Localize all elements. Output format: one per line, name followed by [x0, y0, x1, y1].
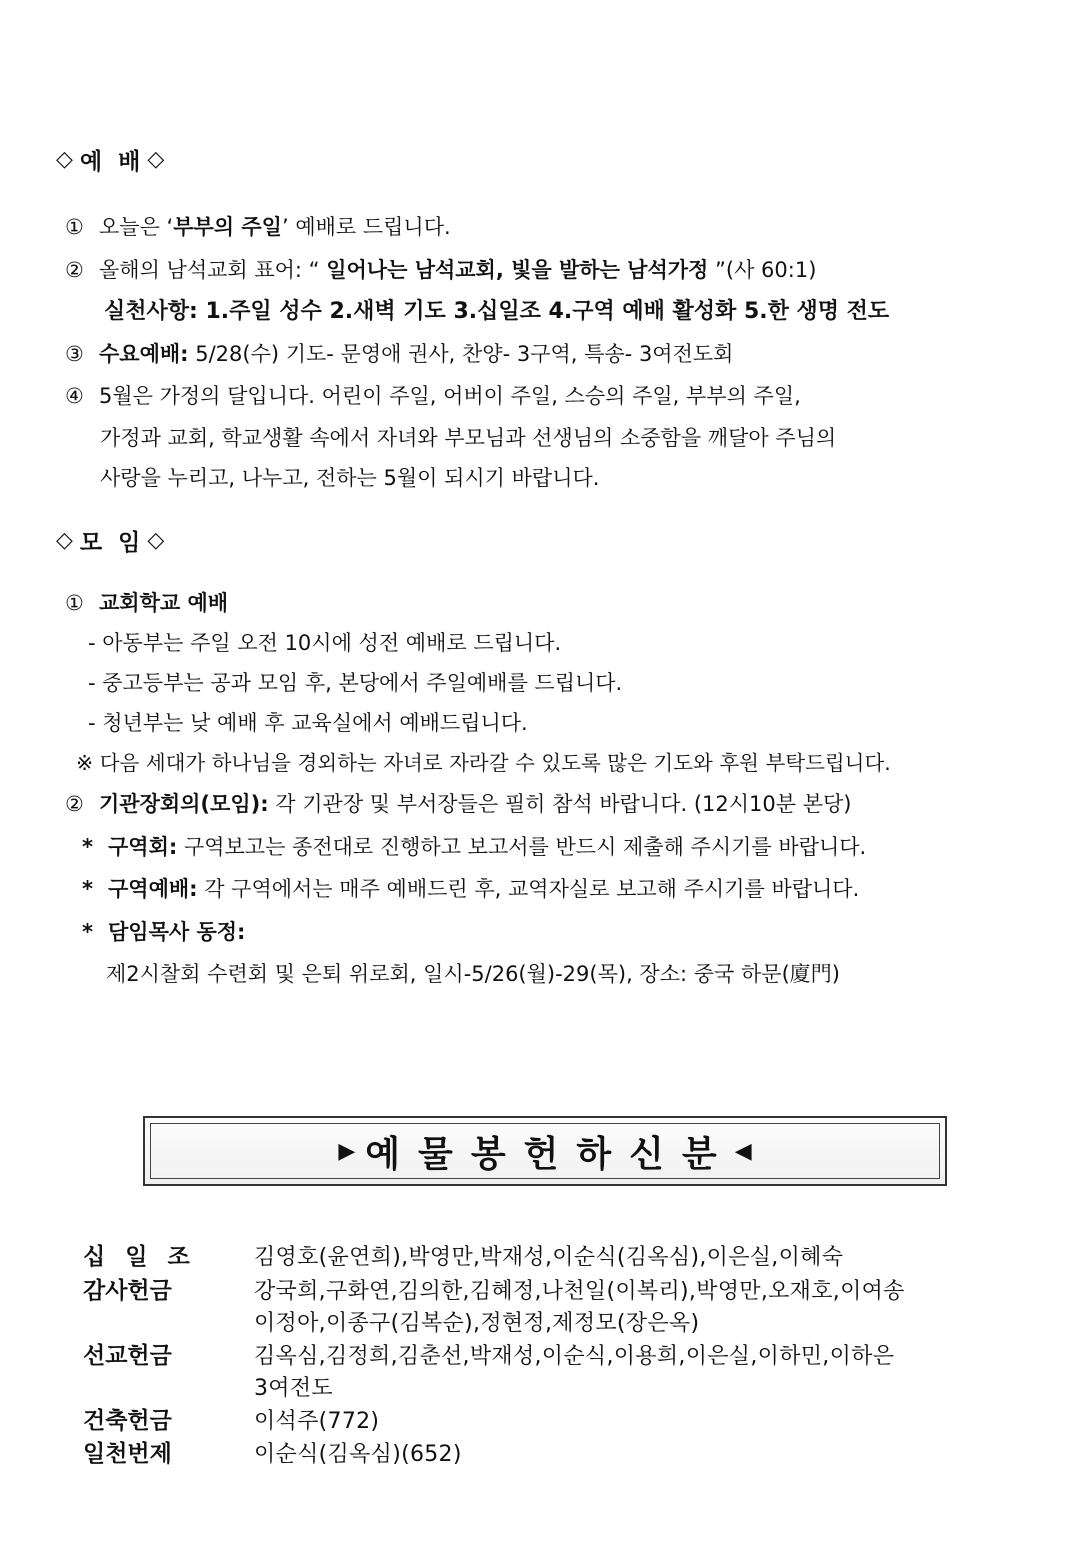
worship-item-4-line2: 가정과 교회, 학교생활 속에서 자녀와 부모님과 선생님의 소중함을 깨달아 주님의 — [100, 426, 837, 450]
diamond-icon: ◇ — [147, 147, 166, 172]
worship-item-2-practice: 실천사항: 1.주일 성수 2.새벽 기도 3.십일조 4.구역 예배 활성화 5.한 생명 전도 — [104, 299, 890, 324]
worship-heading — [50, 143, 171, 176]
offering-banner-inner — [150, 1123, 940, 1179]
meeting-item-1-sub2: - 중고등부는 공과 모임 후, 본당에서 주일예배를 드립니다. — [88, 671, 623, 695]
meeting-star-3-detail: 제2시찰회 수련회 및 은퇴 위로회, 일시-5/26(월)-29(목), 장소: 중국 하문(廈門) — [106, 962, 840, 986]
triangle-right-icon: ▶ — [338, 1138, 356, 1164]
tithe-names: 김영호(윤연희),박영만,박재성,이순식(김옥심),이은실,이혜숙 — [254, 1245, 844, 1270]
diamond-icon: ◇ — [147, 528, 166, 553]
worship-item-2: ② 올해의 남석교회 표어: “ 일어나는 남석교회, 빛을 발하는 남석가정 ”(사 60:1) — [65, 258, 817, 282]
thousand-label: 일천번제 — [83, 1441, 172, 1467]
building-label: 건축헌금 — [83, 1408, 172, 1434]
thanks-names-1: 강국희,구화연,김의한,김혜정,나천일(이복리),박영만,오재호,이여송 — [254, 1279, 905, 1304]
diamond-icon: ◇ — [56, 528, 74, 553]
building-names: 이석주(772) — [254, 1409, 380, 1434]
meeting-item-1-sub1: - 아동부는 주일 오전 10시에 성전 예배로 드립니다. — [88, 631, 562, 655]
triangle-left-icon: ◀ — [734, 1138, 752, 1164]
meeting-item-1: ① 교회학교 예배 — [65, 591, 229, 615]
diamond-icon: ◇ — [56, 147, 74, 172]
thanks-label: 감사헌금 — [83, 1278, 172, 1304]
worship-item-4: ④ 5월은 가정의 달입니다. 어린이 주일, 어버이 주일, 스승의 주일, 부부의 주일, — [65, 384, 801, 408]
worship-item-4-line3: 사랑을 누리고, 나누고, 전하는 5월이 되시기 바랍니다. — [100, 466, 600, 490]
meeting-heading — [50, 524, 171, 557]
mission-names-2: 3여전도 — [254, 1376, 333, 1401]
worship-item-1: ① 오늘은 ‘부부의 주일’ 예배로 드립니다. — [65, 215, 451, 239]
mission-label: 선교헌금 — [83, 1343, 172, 1369]
meeting-item-1-note: ※ 다음 세대가 하나님을 경외하는 자녀로 자라갈 수 있도록 많은 기도와 후원 부탁드립니다. — [76, 751, 891, 775]
meeting-item-2: ② 기관장회의(모임): 각 기관장 및 부서장들은 필히 참석 바랍니다. (12시10분 본당) — [65, 792, 852, 816]
meeting-star-2: * 구역예배: 각 구역에서는 매주 예배드린 후, 교역자실로 보고해 주시기를 바랍니다. — [82, 877, 860, 901]
worship-item-3: ③ 수요예배: 5/28(수) 기도- 문영애 권사, 찬양- 3구역, 특송- 3여전도회 — [65, 342, 734, 366]
meeting-item-1-sub3: - 청년부는 낮 예배 후 교육실에서 예배드립니다. — [88, 711, 528, 735]
offering-banner-title: 예물봉헌하신분 — [365, 1133, 735, 1175]
thanks-names-2: 이정아,이종구(김복순),정현정,제정모(장은옥) — [254, 1311, 700, 1336]
thousand-names: 이순식(김옥심)(652) — [254, 1442, 462, 1467]
tithe-label: 십 일 조 — [83, 1244, 196, 1270]
meeting-star-1: * 구역회: 구역보고는 종전대로 진행하고 보고서를 반드시 제출해 주시기를 바랍니다. — [82, 835, 867, 859]
meeting-title: 모 임 — [79, 530, 142, 556]
worship-title: 예 배 — [79, 149, 142, 175]
offering-banner — [143, 1116, 947, 1186]
mission-names-1: 김옥심,김정희,김춘선,박재성,이순식,이용희,이은실,이하민,이하은 — [254, 1344, 895, 1369]
meeting-star-3: * 담임목사 동정: — [82, 920, 246, 944]
